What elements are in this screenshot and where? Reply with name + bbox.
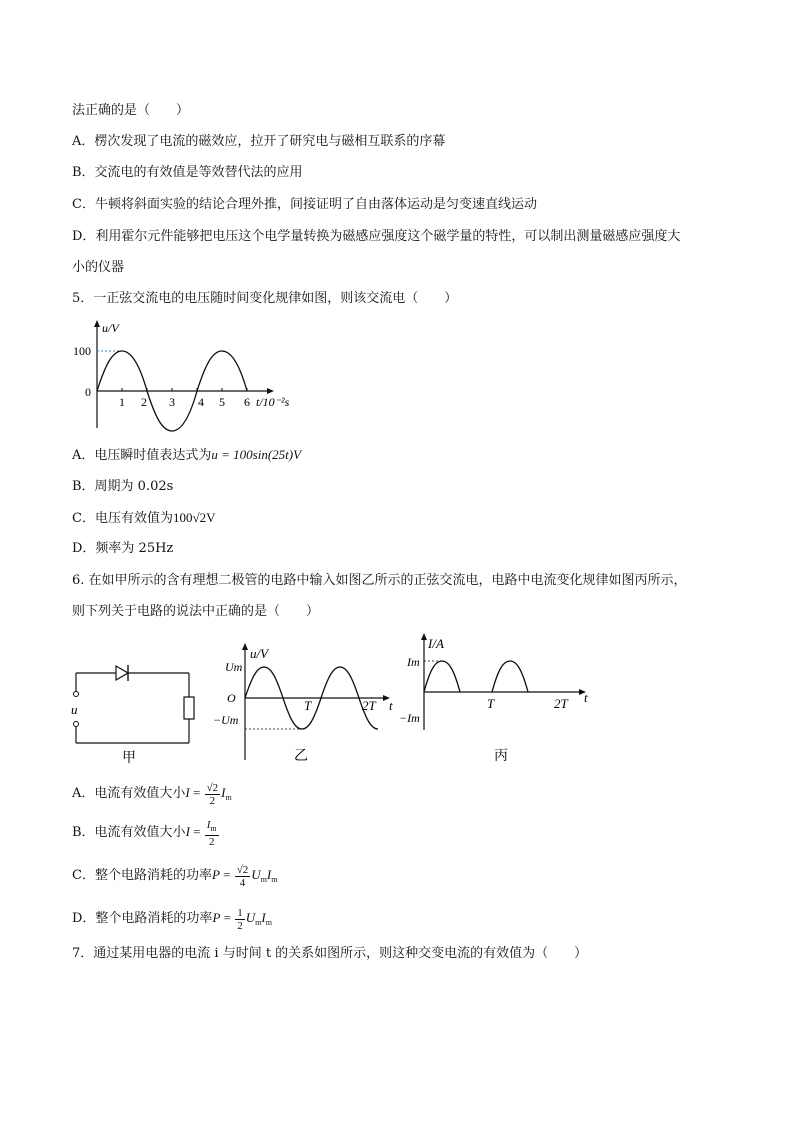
q6-option-c: [72, 860, 278, 895]
q6-yi-2t-label: 2T: [362, 698, 376, 713]
q6-bing-caption: 丙: [494, 749, 508, 764]
q5-voltage-graph: [70, 316, 300, 436]
q6-yi-axis-t: t: [389, 698, 393, 713]
q6-yi-t-label: T: [304, 698, 312, 713]
q6-bing-y-label: I/A: [428, 636, 444, 651]
q6-option-d: [72, 903, 272, 938]
q7-stem: 7．通过某用电器的电流 i 与时间 t 的关系如图所示，则这种交变电流的有效值为（ ）: [72, 946, 588, 961]
q6-current-bing: [398, 630, 598, 770]
q5-x-tick-2: 2: [141, 395, 147, 409]
q4-option-d: D．利用霍尔元件能够把电压这个电学量转换为磁感应强度这个磁学量的特性，可以制出测量磁感应强度大: [72, 229, 681, 244]
q6-bing-im: Im: [407, 655, 420, 669]
q5-option-b: B．周期为 0.02s: [72, 479, 174, 494]
q5-option-a: [72, 446, 301, 465]
q5-option-d: D．频率为 25Hz: [72, 541, 174, 556]
q5-option-c-text: C．电压有效值为: [72, 511, 173, 526]
q6-option-a: [72, 778, 232, 813]
q6-bing-axis-t: t: [584, 690, 588, 705]
q6-option-b-formula: I = $\frac{I_m}{2}$: [185, 818, 217, 848]
q5-x-tick-6: 6: [244, 395, 250, 409]
q5-x-tick-5: 5: [219, 395, 225, 409]
q6-yi-neg-um: −Um: [213, 713, 239, 727]
q5-stem: 5．一正弦交流电的电压随时间变化规律如图，则该交流电（ ）: [72, 291, 458, 306]
q6-yi-um: Um: [225, 660, 243, 674]
q6-yi-y-label: u/V: [250, 646, 269, 661]
q5-option-a-text: A．电压瞬时值表达式为: [72, 448, 212, 463]
q6-option-b-text: B．电流有效值大小: [72, 825, 186, 840]
q6-jia-caption: 甲: [122, 751, 136, 766]
q6-circuit-jia: [66, 655, 206, 767]
q6-bing-2t-label: 2T: [554, 696, 568, 711]
q6-option-c-text: C．整个电路消耗的功率: [72, 868, 212, 883]
q6-option-a-text: A．电流有效值大小: [72, 786, 186, 801]
q6-bing-t-label: T: [487, 696, 495, 711]
q5-x-tick-1: 1: [119, 395, 125, 409]
q6-yi-origin: O: [227, 691, 236, 705]
q5-option-c-value: 100√2V: [172, 510, 216, 525]
q5-y-axis-label: u/V: [102, 321, 119, 335]
q5-y-tick: 100: [73, 344, 91, 358]
q6-bing-neg-im: −Im: [399, 711, 420, 725]
q6-stem-line1: 6. 在如甲所示的含有理想二极管的电路中输入如图乙所示的正弦交流电，电路中电流变化规律如图丙所示，: [72, 573, 687, 588]
q4-option-c: C．牛顿将斜面实验的结论合理外推，间接证明了自由落体运动是匀变速直线运动: [72, 197, 537, 212]
q5-x-tick-4: 4: [198, 395, 204, 409]
intro-line: 法正确的是（ ）: [72, 103, 190, 118]
q5-option-a-formula: u = 100sin(25t)V: [211, 447, 302, 462]
q6-option-c-formula: P = $\frac{√2}{4}$ $U_mI_m$: [211, 863, 278, 889]
q6-option-d-text: D．整个电路消耗的功率: [72, 911, 213, 926]
q6-jia-u-label: u: [71, 702, 78, 717]
q5-x-axis-label: t/10⁻²s: [256, 395, 290, 409]
q6-yi-caption: 乙: [294, 749, 308, 764]
q5-x-tick-3: 3: [169, 395, 175, 409]
q4-option-a: A．楞次发现了电流的磁效应，拉开了研究电与磁相互联系的序幕: [72, 134, 446, 149]
q6-voltage-yi: [212, 640, 402, 770]
q6-option-d-formula: P = $\frac{1}{2}$ $U_mI_m$: [212, 906, 272, 932]
q6-option-b: [72, 817, 220, 848]
q4-option-d-cont: 小的仪器: [72, 260, 125, 275]
q4-option-b: B．交流电的有效值是等效替代法的应用: [72, 165, 303, 180]
q5-origin: 0: [85, 385, 91, 399]
q6-stem-line2: 则下列关于电路的说法中正确的是（ ）: [72, 604, 320, 619]
q5-option-c: [72, 509, 215, 528]
q6-option-a-formula: I = $\frac{√2}{2}$ $I_m$: [185, 781, 232, 807]
